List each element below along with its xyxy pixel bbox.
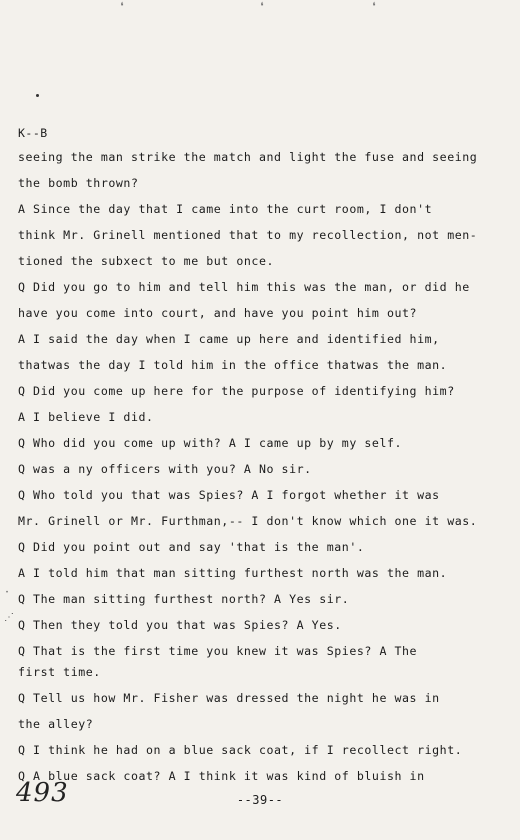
scan-mark: ❛ (258, 0, 267, 16)
transcript-line: the alley? (18, 717, 94, 731)
transcript-line: thatwas the day I told him in the office thatwas the man. (18, 358, 448, 372)
transcript-line: seeing the man strike the match and light the fuse and seeing (18, 150, 478, 164)
transcript-line: A Since the day that I came into the curt room, I don't (18, 202, 433, 216)
transcript-line: first time. (18, 665, 101, 679)
transcript-line: Q I think he had on a blue sack coat, if I recollect right. (18, 743, 463, 757)
transcript-line: Q Who told you that was Spies? A I forgot whether it was (18, 488, 440, 502)
handwritten-page-number: 493 (16, 778, 69, 808)
margin-mark: ⋰ (4, 612, 14, 623)
margin-mark: ⋅ (4, 587, 11, 598)
page-number: --39-- (236, 793, 284, 807)
transcript-line: A I said the day when I came up here and identified him, (18, 332, 440, 346)
transcript-line: Q That is the first time you knew it was Spies? A The (18, 644, 418, 658)
transcript-line: the bomb thrown? (18, 176, 139, 190)
transcript-line: Q Then they told you that was Spies? A Yes. (18, 618, 342, 632)
transcript-line: tioned the subxect to me but once. (18, 254, 275, 268)
transcript-line: think Mr. Grinell mentioned that to my recollection, not men- (18, 228, 478, 242)
transcript-line: A I believe I did. (18, 410, 154, 424)
transcript-line: Q Tell us how Mr. Fisher was dressed the night he was in (18, 691, 440, 705)
transcript-line: Q The man sitting furthest north? A Yes sir. (18, 592, 350, 606)
transcript-line: Mr. Grinell or Mr. Furthman,-- I don't know which one it was. (18, 514, 478, 528)
transcript-line: have you come into court, and have you point him out? (18, 306, 418, 320)
scan-mark: ❛ (118, 0, 127, 16)
scan-mark: ❛ (370, 0, 379, 16)
transcript-line: Q Did you go to him and tell him this was the man, or did he (18, 280, 470, 294)
section-header: K--B (18, 126, 48, 140)
transcript-line: Q was a ny officers with you? A No sir. (18, 462, 312, 476)
transcript-line: Q Did you point out and say 'that is the man'. (18, 540, 365, 554)
ink-dot (36, 94, 39, 97)
transcript-line: Q Did you come up here for the purpose of identifying him? (18, 384, 455, 398)
transcript-line: A I told him that man sitting furthest north was the man. (18, 566, 448, 580)
transcript-line: Q A blue sack coat? A I think it was kind of bluish in (18, 769, 425, 783)
transcript-line: Q Who did you come up with? A I came up by my self. (18, 436, 403, 450)
